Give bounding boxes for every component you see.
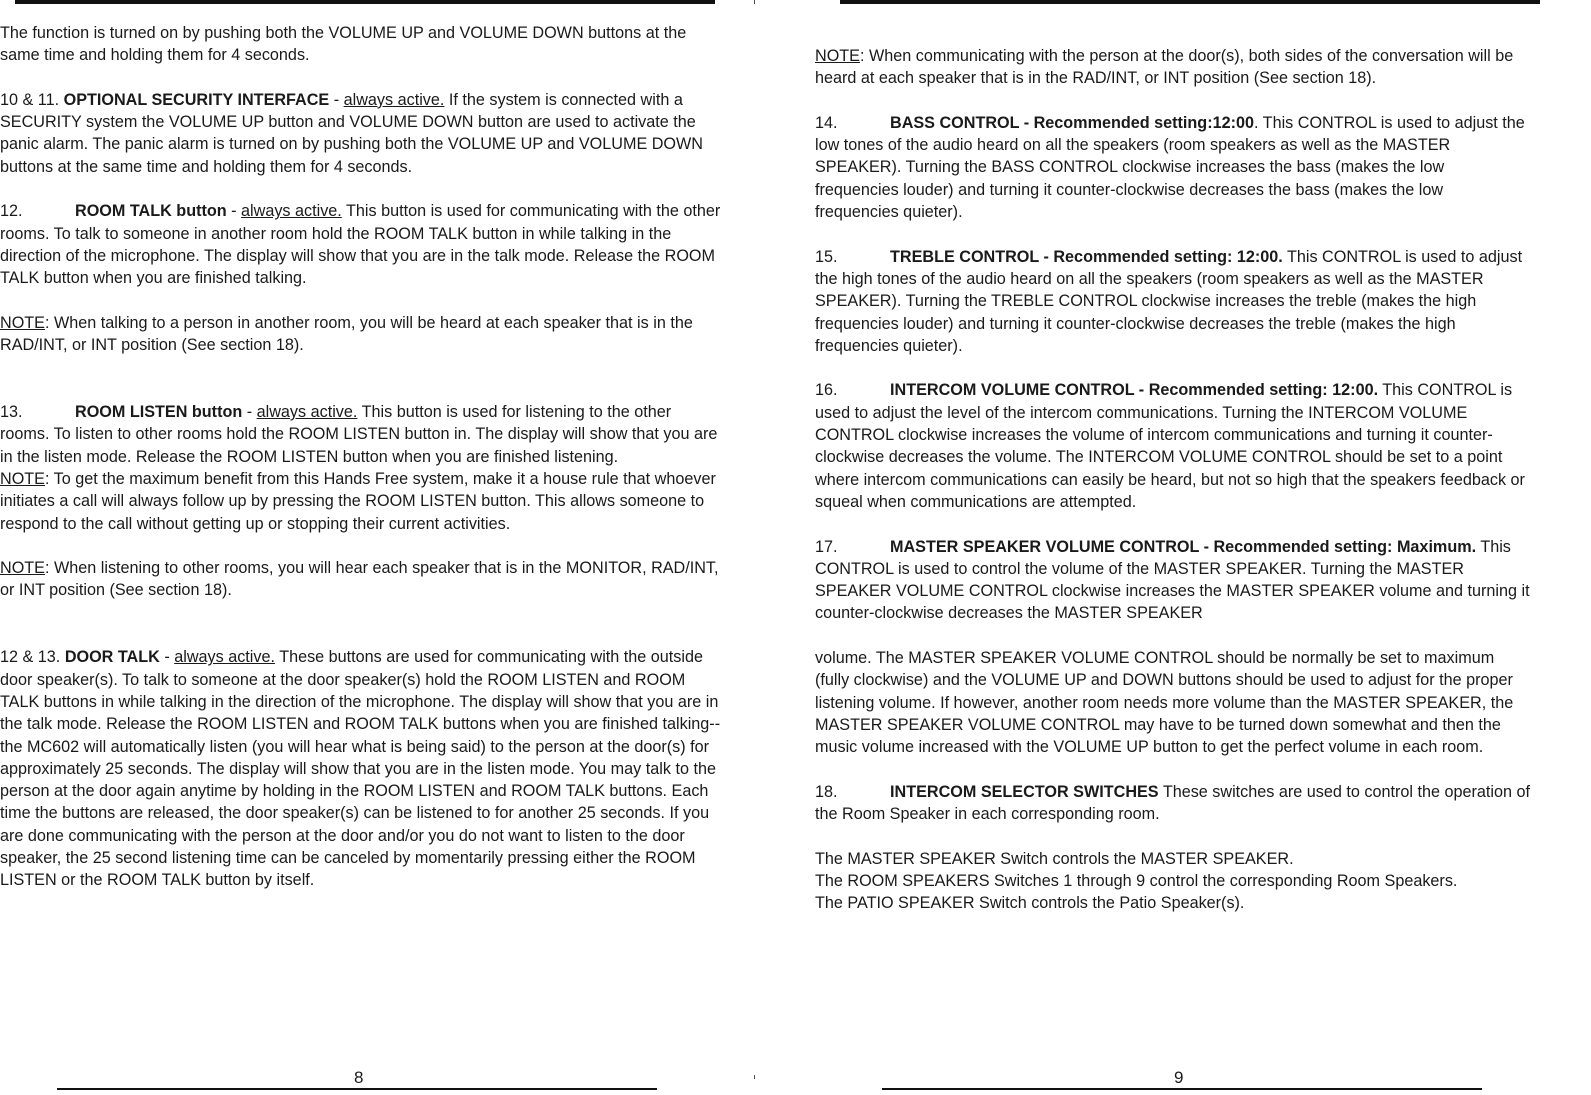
section-heading: TREBLE CONTROL - Recommended setting: 12:00. [890, 247, 1283, 266]
page-9-content [815, 45, 1530, 915]
separator: - [159, 648, 175, 667]
section-body: . This CONTROL is used to adjust the low tones of the audio heard on all the speakers (room speakers as well as the MASTER SPEAKER). Turning the BASS CONTROL clockwise increases the bass (makes the low frequencies louder) and turning it counter-clockwise decreases the bass (makes the low frequencies quieter). [815, 113, 1525, 222]
switch-line-patio: The PATIO SPEAKER Switch controls the Patio Speaker(s). [815, 894, 1245, 913]
section-heading: OPTIONAL SECURITY INTERFACE [63, 90, 330, 109]
status-text: always active. [241, 202, 342, 221]
section-16 [815, 379, 1530, 513]
section-heading: ROOM TALK button [75, 202, 227, 221]
page-number: 8 [354, 1068, 364, 1087]
note-house-rule [0, 468, 725, 535]
section-heading: INTERCOM VOLUME CONTROL - Recommended setting: 12:00. [890, 381, 1379, 400]
section-number: 16. [815, 381, 838, 400]
paragraph-intro: The function is turned on by pushing both the VOLUME UP and VOLUME DOWN buttons at the same time and holding them for 4 seconds. [0, 24, 687, 65]
section-heading: MASTER SPEAKER VOLUME CONTROL - Recommended setting: Maximum. [890, 537, 1477, 556]
section-body: This CONTROL is used to adjust the level of the intercom communications. Turning the INTERCOM VOLUME CONTROL clockwise increases the volume of intercom communications and turning it counter-clockwise decreases the volume. The INTERCOM VOLUME CONTROL should be set to a point where intercom communications can easily be heard, but not so high that the speakers feedback or squeal when communications are attempted. [815, 381, 1525, 511]
section-heading: INTERCOM SELECTOR SWITCHES [890, 782, 1159, 801]
section-body: This CONTROL is used to control the volume of the MASTER SPEAKER. Turning the MASTER SPEAKER VOLUME CONTROL clockwise increases the MASTER SPEAKER volume and turning it counter-clockwise decreases the MASTER SPEAKER [815, 537, 1530, 623]
section-13 [0, 401, 725, 468]
separator: - [226, 202, 242, 221]
note-text: : When talking to a person in another room, you will be heard at each speaker that is in the RAD/INT, or INT position (See section 18). [0, 313, 693, 355]
section-body: This button is used for listening to the other rooms. To listen to other rooms hold the ROOM LISTEN button in. The display will show that you are in the listen mode. Release the ROOM LISTEN button when you are finished listening. [0, 403, 718, 466]
bottom-rule [882, 1088, 1482, 1090]
note-label: NOTE [0, 469, 45, 488]
section-14 [815, 112, 1530, 223]
note-label: NOTE [815, 47, 860, 65]
note-label: NOTE [0, 559, 45, 578]
page-number: 9 [1174, 1068, 1184, 1087]
section-10-11 [0, 89, 725, 178]
top-rule [840, 0, 1540, 4]
status-text: always active. [256, 403, 358, 422]
section-body: These buttons are used for communicating with the outside door speaker(s). To talk to someone at the door speaker(s) hold the ROOM LISTEN and ROOM TALK buttons in while talking in the direction of the microphone. The display will show that you are in the talk mode. Release the ROOM LISTEN and ROOM TALK buttons when you are finished talking--the MC602 will automatically listen (you will hear what is being said) to the person at the door(s) for approximately 25 seconds. The display will show that you are in the listen mode. You may talk to the person at the door again anytime by holding in the ROOM LISTEN and ROOM TALK buttons. Each time the buttons are released, the door speaker(s) can be listened to for another 25 seconds. If you are done communicating with the person at the door and/or you do not want to listen to the door speaker, the 25 second listening time can be canceled by momentarily pressing either the ROOM LISTEN or the ROOM TALK button by itself. [0, 648, 721, 890]
note-text: : When communicating with the person at the door(s), both sides of the conversation will be heard at each speaker that is in the RAD/INT, or INT position (See section 18). [815, 47, 1514, 88]
section-number: 12 & 13. [0, 648, 61, 667]
note-room-talk [0, 312, 725, 357]
section-number: 15. [815, 247, 838, 266]
section-body: This button is used for communicating with the other rooms. To talk to someone in another room hold the ROOM TALK button in while talking in the direction of the microphone. The display will show that you are in the talk mode. Release the ROOM TALK button when you are finished talking. [0, 202, 721, 288]
paragraph-volume: volume. The MASTER SPEAKER VOLUME CONTROL should be normally be set to maximum (fully clockwise) and the VOLUME UP and DOWN buttons should be used to adjust for the proper listening volume. If however, another room needs more volume than the MASTER SPEAKER, the MASTER SPEAKER VOLUME CONTROL may have to be turned down somewhat and then the music volume increased with the VOLUME UP button to get the perfect volume in each room. [815, 649, 1514, 757]
separator: - [329, 90, 344, 109]
section-12 [0, 200, 725, 289]
status-text: always active. [174, 648, 275, 667]
section-number: 18. [815, 782, 838, 801]
section-18 [815, 781, 1530, 826]
page-8 [0, 0, 760, 1095]
page-9 [760, 0, 1591, 1095]
switch-line-master: The MASTER SPEAKER Switch controls the MASTER SPEAKER. [815, 849, 1294, 868]
separator: - [242, 403, 257, 422]
section-body: If the system is connected with a SECURITY system the VOLUME UP button and VOLUME DOWN button are used to activate the panic alarm. The panic alarm is turned on by pushing both the VOLUME UP and VOLUME DOWN buttons at the same time and holding them for 4 seconds. [0, 90, 703, 176]
section-number: 10 & 11. [0, 90, 60, 109]
section-number: 17. [815, 537, 838, 556]
section-number: 13. [0, 403, 23, 422]
fold-mark-top [754, 0, 755, 4]
section-heading: ROOM LISTEN button [75, 403, 243, 422]
section-number: 14. [815, 113, 838, 132]
note-text: : To get the maximum benefit from this Hands Free system, make it a house rule that whoever initiates a call will always follow up by pressing the ROOM LISTEN button. This allows someone to respond to the call without getting up or stopping their current activities. [0, 469, 716, 533]
top-rule [15, 0, 715, 4]
section-heading: DOOR TALK [64, 648, 160, 667]
status-text: always active. [343, 90, 445, 109]
section-number: 12. [0, 202, 23, 221]
bottom-rule [57, 1088, 657, 1090]
switch-list [815, 848, 1530, 915]
note-door [815, 45, 1530, 90]
note-text: : When listening to other rooms, you will hear each speaker that is in the MONITOR, RAD/INT, or INT position (See section 18). [0, 559, 719, 600]
note-room-listen [0, 557, 725, 602]
fold-mark-bottom [754, 1075, 755, 1079]
section-heading: BASS CONTROL - Recommended setting:12:00 [890, 113, 1254, 132]
section-15 [815, 246, 1530, 357]
page-8-content [0, 22, 725, 914]
section-body: These switches are used to control the operation of the Room Speaker in each corresponding room. [815, 782, 1530, 824]
section-17 [815, 536, 1530, 625]
note-label: NOTE [0, 313, 45, 332]
section-12-13 [0, 646, 725, 891]
section-body: This CONTROL is used to adjust the high tones of the audio heard on all the speakers (room speakers as well as the MASTER SPEAKER). Turning the TREBLE CONTROL clockwise increases the treble (makes the high frequencies louder) and turning it counter-clockwise decreases the treble (makes the high frequencies quieter). [815, 247, 1523, 355]
switch-line-rooms: The ROOM SPEAKERS Switches 1 through 9 control the corresponding Room Speakers. [815, 871, 1458, 890]
